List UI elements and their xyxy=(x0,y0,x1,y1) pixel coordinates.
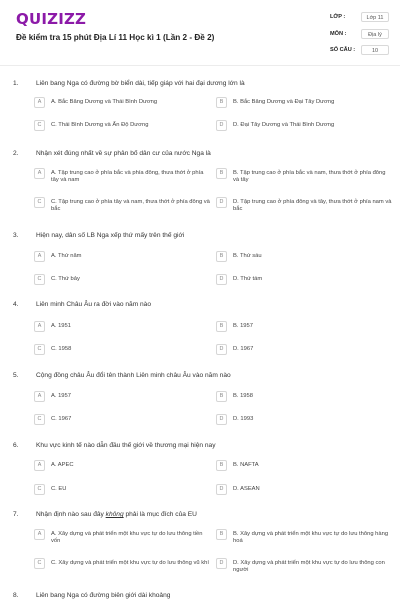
question-text: Cộng đồng châu Âu đổi tên thành Liên minh châu Âu vào năm nào xyxy=(36,372,231,379)
quizizz-logo: QUIZIZZ xyxy=(16,10,87,28)
option-text: D. ASEAN xyxy=(233,486,260,492)
option-text: A. Bắc Băng Dương và Thái Bình Dương xyxy=(51,99,158,105)
option-letter: C xyxy=(34,344,45,355)
question-text-after: phải là mục đích của EU xyxy=(123,511,197,518)
option-letter: C xyxy=(34,414,45,425)
class-value: Lớp 11 xyxy=(361,12,389,22)
option-text: C. Thái Bình Dương và Ấn Độ Dương xyxy=(51,122,149,128)
question-text xyxy=(36,511,197,518)
option-letter: B xyxy=(216,321,227,332)
option-letter: C xyxy=(34,484,45,495)
question-text: Liên bang Nga có đường biên giới dài khoảng xyxy=(36,592,171,599)
question-text: Liên minh Châu Âu ra đời vào năm nào xyxy=(36,301,152,308)
option-text: C. 1967 xyxy=(51,416,72,422)
option-letter: C xyxy=(34,558,45,569)
subject-label: MÔN : xyxy=(330,31,347,37)
option-letter: A xyxy=(34,97,45,108)
option-letter: A xyxy=(34,168,45,179)
question-text: Nhận xét đúng nhất về sự phân bố dân cư của nước Nga là xyxy=(36,150,211,157)
option-text: D. Tập trung cao ở phía đông và tây, thưa thớt ở phía nam và bắc xyxy=(233,199,392,213)
quiz-title: Đề kiểm tra 15 phút Địa Lí 11 Học kì 1 (Lần 2 - Đề 2) xyxy=(16,33,215,42)
option-letter: B xyxy=(216,251,227,262)
option-text: B. Bắc Băng Dương và Đại Tây Dương xyxy=(233,99,335,105)
question-number: 1. xyxy=(13,80,19,87)
question-text: Liên bang Nga có đường bờ biển dài, tiếp giáp với hai đại dương lớn là xyxy=(36,80,245,87)
question-number: 4. xyxy=(13,301,19,308)
question-number: 5. xyxy=(13,372,19,379)
option-letter: B xyxy=(216,168,227,179)
option-text: A. Thứ năm xyxy=(51,253,82,259)
option-text: B. NAFTA xyxy=(233,462,259,468)
option-text: C. EU xyxy=(51,486,67,492)
option-letter: C xyxy=(34,197,45,208)
question-number: 8. xyxy=(13,592,19,599)
option-letter: D xyxy=(216,344,227,355)
option-text: D. 1993 xyxy=(233,416,254,422)
option-letter: C xyxy=(34,120,45,131)
option-text: B. Tập trung cao ở phía bắc và nam, thưa thớt ở phía đông và tây xyxy=(233,170,386,184)
question-number: 2. xyxy=(13,150,19,157)
option-text: D. Đại Tây Dương và Thái Bình Dương xyxy=(233,122,335,128)
subject-value: Địa lý xyxy=(361,29,389,39)
question-number: 7. xyxy=(13,511,19,518)
option-text: C. Tập trung cao ở phía tây và nam, thưa thớt ở phía đông và bắc xyxy=(51,199,210,213)
option-letter: D xyxy=(216,197,227,208)
option-text: A. Xây dựng và phát triển một khu vực tự do lưu thông tiền vốn xyxy=(51,531,203,545)
option-letter: B xyxy=(216,391,227,402)
option-text: B. Thứ sáu xyxy=(233,253,262,259)
question-text: Hiện nay, dân số LB Nga xếp thứ mấy trên thế giới xyxy=(36,232,185,239)
question-text: Khu vực kinh tế nào dẫn đầu thế giới về thương mại hiện nay xyxy=(36,442,216,449)
option-text: B. Xây dựng và phát triển một khu vực tự do lưu thông hàng hoá xyxy=(233,531,389,545)
option-letter: D xyxy=(216,484,227,495)
option-letter: A xyxy=(34,321,45,332)
option-text: C. Xây dựng và phát triển một khu vực tự do lưu thông vũ khí xyxy=(51,560,209,566)
header-divider xyxy=(0,65,400,66)
option-letter: D xyxy=(216,120,227,131)
question-text-emphasis: không xyxy=(105,511,124,518)
option-text: C. Thứ bảy xyxy=(51,276,80,282)
option-letter: B xyxy=(216,460,227,471)
question-number: 6. xyxy=(13,442,19,449)
option-text: B. 1958 xyxy=(233,393,253,399)
question-count-value: 10 xyxy=(361,45,389,55)
question-text-before: Nhận định nào sau đây xyxy=(36,511,106,518)
option-text: B. 1957 xyxy=(233,323,253,329)
option-letter: B xyxy=(216,97,227,108)
option-text: A. Tập trung cao ở phía bắc và phía đông, thưa thớt ở phía tây và nam xyxy=(51,170,204,184)
class-label: LỚP : xyxy=(330,14,346,20)
option-text: A. 1957 xyxy=(51,393,71,399)
option-letter: D xyxy=(216,558,227,569)
option-letter: A xyxy=(34,460,45,471)
option-text: C. 1958 xyxy=(51,346,72,352)
option-text: D. Xây dựng và phát triển một khu vực tự do lưu thông con người xyxy=(233,560,385,574)
quiz-header xyxy=(0,0,400,62)
option-text: A. APEC xyxy=(51,462,74,468)
question-number: 3. xyxy=(13,232,19,239)
question-count-label: SỐ CÂU : xyxy=(330,47,356,53)
option-letter: A xyxy=(34,251,45,262)
option-text: A. 1951 xyxy=(51,323,71,329)
option-letter: A xyxy=(34,529,45,540)
option-letter: C xyxy=(34,274,45,285)
option-text: D. Thứ tám xyxy=(233,276,263,282)
option-text: D. 1967 xyxy=(233,346,254,352)
option-letter: D xyxy=(216,414,227,425)
option-letter: D xyxy=(216,274,227,285)
option-letter: A xyxy=(34,391,45,402)
option-letter: B xyxy=(216,529,227,540)
